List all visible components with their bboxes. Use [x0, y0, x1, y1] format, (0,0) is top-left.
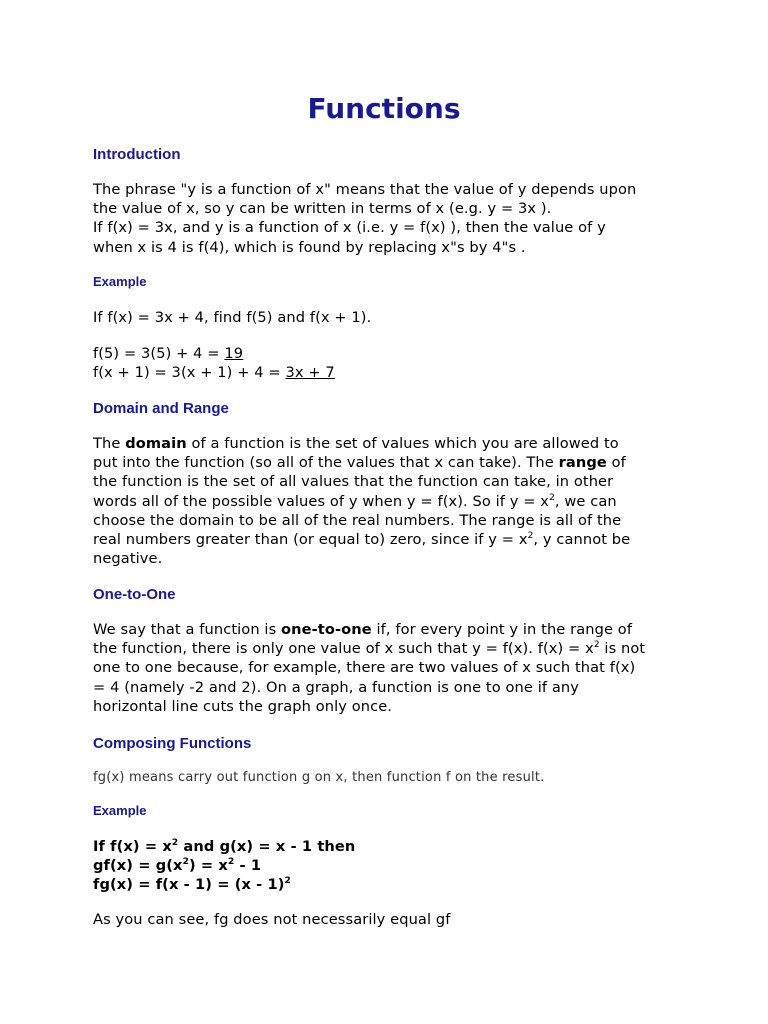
term-one-to-one: one-to-one	[281, 621, 372, 638]
text-line: the function is the set of all values that the function can take, in other	[93, 473, 614, 491]
text-line: one to one because, for example, there are two values of x such that f(x)	[93, 659, 636, 677]
text-line: the value of x, so y can be written in terms of x (e.g. y = 3x ).	[93, 200, 552, 218]
example-1-question	[93, 308, 693, 327]
text-line	[93, 837, 693, 856]
text-span: real numbers greater than (or equal to) zero, since if y = x	[93, 531, 528, 549]
text-span: of a function is the set of values which you are allowed to	[186, 435, 619, 452]
text-span: of	[606, 454, 626, 472]
superscript: 2	[182, 857, 189, 868]
text-span: put into the function (so all of the values that x can take). The	[93, 454, 559, 472]
text-span: If f(x) = x	[93, 838, 172, 855]
text-line: when x is 4 is f(4), which is found by replacing x"s by 4"s .	[93, 238, 526, 256]
text-line: fg(x) means carry out function g on x, then function f on the result.	[93, 770, 545, 785]
text-line: choose the domain to be all of the real numbers. The range is all of the	[93, 511, 622, 529]
text-line: If f(x) = 3x, and y is a function of x (i.e. y = f(x) ), then the value of y	[93, 219, 606, 237]
text-span: fg(x) = f(x - 1) = (x - 1)	[93, 876, 285, 894]
text-span: is not	[599, 640, 646, 658]
example-2-work	[93, 837, 693, 895]
paragraph-one-to-one	[93, 620, 693, 716]
paragraph-composing-functions	[93, 768, 693, 787]
term-range: range	[558, 454, 607, 472]
heading-example-1: Example	[93, 274, 147, 289]
text-span: the function, there is only one value of x such that y = f(x). f(x) = x	[93, 640, 594, 658]
example-1-solution	[93, 344, 693, 382]
text-span: , y cannot be	[533, 531, 631, 549]
text-span: We say that a function is	[93, 621, 282, 638]
text-span: , we can	[554, 492, 617, 510]
superscript: 2	[227, 857, 235, 868]
text-span: f(5) = 3(5) + 4 =	[93, 345, 225, 362]
text-line	[93, 875, 693, 894]
example-2-conclusion	[93, 910, 693, 929]
text-line	[93, 530, 693, 549]
text-line	[93, 363, 693, 382]
superscript: 2	[284, 876, 291, 887]
superscript: 2	[171, 838, 179, 849]
text-line	[93, 620, 693, 639]
text-span: - 1	[234, 857, 262, 875]
answer-3x-plus-7: 3x + 7	[285, 364, 335, 382]
text-span: The	[93, 435, 126, 452]
text-span: ) = x	[188, 857, 228, 875]
heading-introduction: Introduction	[93, 146, 181, 163]
paragraph-introduction	[93, 180, 693, 257]
text-span: words all of the possible values of y when y = f(x). So if y = x	[93, 492, 550, 510]
heading-example-2: Example	[93, 803, 147, 818]
text-line: If f(x) = 3x + 4, find f(5) and f(x + 1).	[93, 309, 372, 326]
term-domain: domain	[125, 435, 187, 452]
superscript: 2	[593, 640, 600, 651]
text-span: f(x + 1) = 3(x + 1) + 4 =	[93, 364, 286, 382]
text-line: As you can see, fg does not necessarily equal gf	[93, 911, 451, 928]
heading-domain-and-range: Domain and Range	[93, 400, 229, 417]
text-line	[93, 856, 693, 875]
text-line: horizontal line cuts the graph only once.	[93, 697, 393, 715]
page-title: Functions	[307, 92, 461, 125]
text-line	[93, 453, 693, 472]
text-span: gf(x) = g(x	[93, 857, 183, 875]
text-line	[93, 344, 693, 363]
heading-one-to-one: One-to-One	[93, 586, 176, 603]
text-span: if, for every point y in the range of	[371, 621, 633, 638]
heading-composing-functions: Composing Functions	[93, 735, 252, 752]
answer-19: 19	[224, 345, 244, 362]
superscript: 2	[549, 492, 555, 503]
text-line: = 4 (namely -2 and 2). On a graph, a function is one to one if any	[93, 678, 579, 696]
text-line	[93, 492, 693, 511]
text-line	[93, 639, 693, 658]
paragraph-domain-and-range	[93, 434, 693, 568]
text-line: The phrase "y is a function of x" means that the value of y depends upon	[93, 181, 637, 198]
text-span: and g(x) = x - 1 then	[178, 838, 356, 855]
text-line: negative.	[93, 550, 163, 568]
text-line	[93, 434, 693, 453]
superscript: 2	[527, 531, 534, 542]
